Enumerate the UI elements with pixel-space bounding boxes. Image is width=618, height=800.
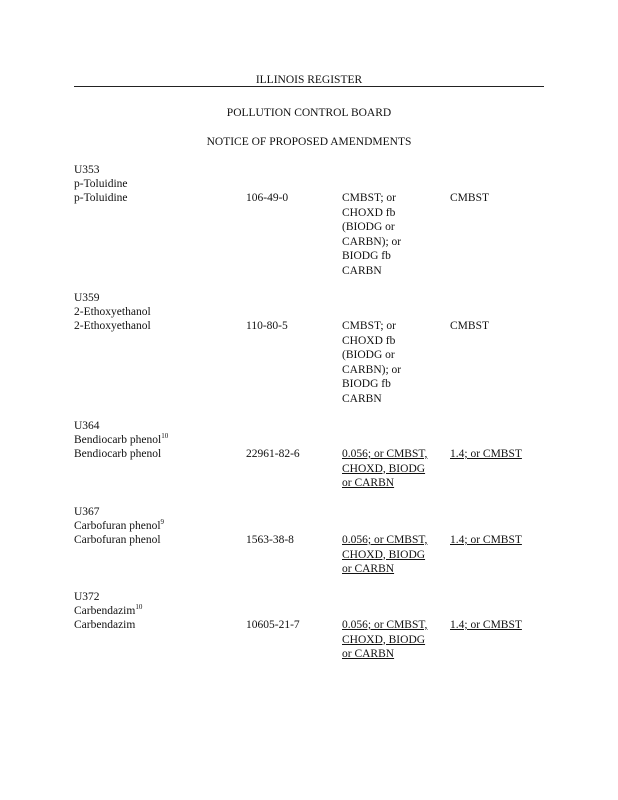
wastewater-standard [342, 533, 427, 577]
nonwastewater-standard: CMBST [450, 320, 489, 332]
description-text: Carbofuran phenol [74, 520, 161, 532]
waste-code: U364 [74, 420, 100, 432]
constituent-name: Bendiocarb phenol [74, 448, 162, 460]
ww-line: CMBST; or [342, 320, 397, 332]
description-text: Carbendazim [74, 605, 136, 617]
cas-number: 22961-82-6 [246, 448, 300, 460]
ww-line: (BIODG or [342, 221, 395, 233]
header-rule [74, 86, 544, 87]
constituent-name: 2-Ethoxyethanol [74, 320, 151, 332]
ww-line: 0.056; or CMBST, [342, 619, 428, 631]
waste-description: 2-Ethoxyethanol [74, 306, 151, 318]
ww-line: CHOXD fb [342, 206, 396, 219]
waste-code: U359 [74, 292, 100, 304]
nonwastewater-standard: 1.4; or CMBST [450, 619, 522, 631]
board-title: POLLUTION CONTROL BOARD [226, 107, 392, 119]
cas-number: 10605-21-7 [246, 619, 300, 631]
ww-line: 0.056; or CMBST, [342, 448, 428, 460]
waste-code: U353 [74, 164, 100, 176]
nonwastewater-standard: 1.4; or CMBST [450, 534, 522, 546]
ww-line: CARBN); or [342, 235, 402, 248]
ww-line: CARBN); or [342, 363, 402, 376]
ww-line: CMBST; or [342, 192, 397, 204]
ww-line: BIODG fb [342, 378, 391, 390]
ww-line: (BIODG or [342, 349, 395, 361]
ww-line: or CARBN [342, 563, 395, 575]
waste-description [74, 604, 142, 618]
ww-line: or CARBN [342, 648, 395, 660]
footnote-ref: 10 [161, 432, 169, 441]
register-title: ILLINOIS REGISTER [255, 74, 363, 86]
waste-code: U367 [74, 506, 100, 518]
description-text: Bendiocarb phenol [74, 434, 162, 446]
wastewater-standard [342, 618, 427, 662]
nonwastewater-standard: CMBST [450, 192, 489, 204]
ww-line: 0.056; or CMBST, [342, 534, 428, 546]
ww-line: CHOXD fb [342, 334, 396, 347]
waste-description [74, 519, 164, 533]
ww-line: CHOXD, BIODG [342, 633, 426, 646]
wastewater-standard [342, 319, 401, 406]
waste-description: p-Toluidine [74, 178, 128, 190]
footnote-ref: 10 [135, 603, 143, 612]
ww-line: CHOXD, BIODG [342, 462, 426, 475]
cas-number: 1563-38-8 [246, 534, 294, 546]
ww-line: CHOXD, BIODG [342, 548, 426, 561]
constituent-name: Carbofuran phenol [74, 534, 161, 546]
notice-title: NOTICE OF PROPOSED AMENDMENTS [206, 136, 412, 148]
nonwastewater-standard: 1.4; or CMBST [450, 448, 522, 460]
constituent-name: p-Toluidine [74, 192, 128, 204]
ww-line: or CARBN [342, 477, 395, 489]
wastewater-standard [342, 447, 427, 491]
constituent-name: Carbendazim [74, 619, 136, 631]
ww-line: CARBN [342, 392, 382, 405]
wastewater-standard [342, 191, 401, 278]
cas-number: 106-49-0 [246, 192, 289, 204]
waste-code: U372 [74, 591, 100, 603]
waste-description [74, 433, 168, 447]
ww-line: CARBN [342, 264, 382, 277]
cas-number: 110-80-5 [246, 320, 288, 332]
footnote-ref: 9 [160, 518, 165, 527]
ww-line: BIODG fb [342, 250, 391, 262]
